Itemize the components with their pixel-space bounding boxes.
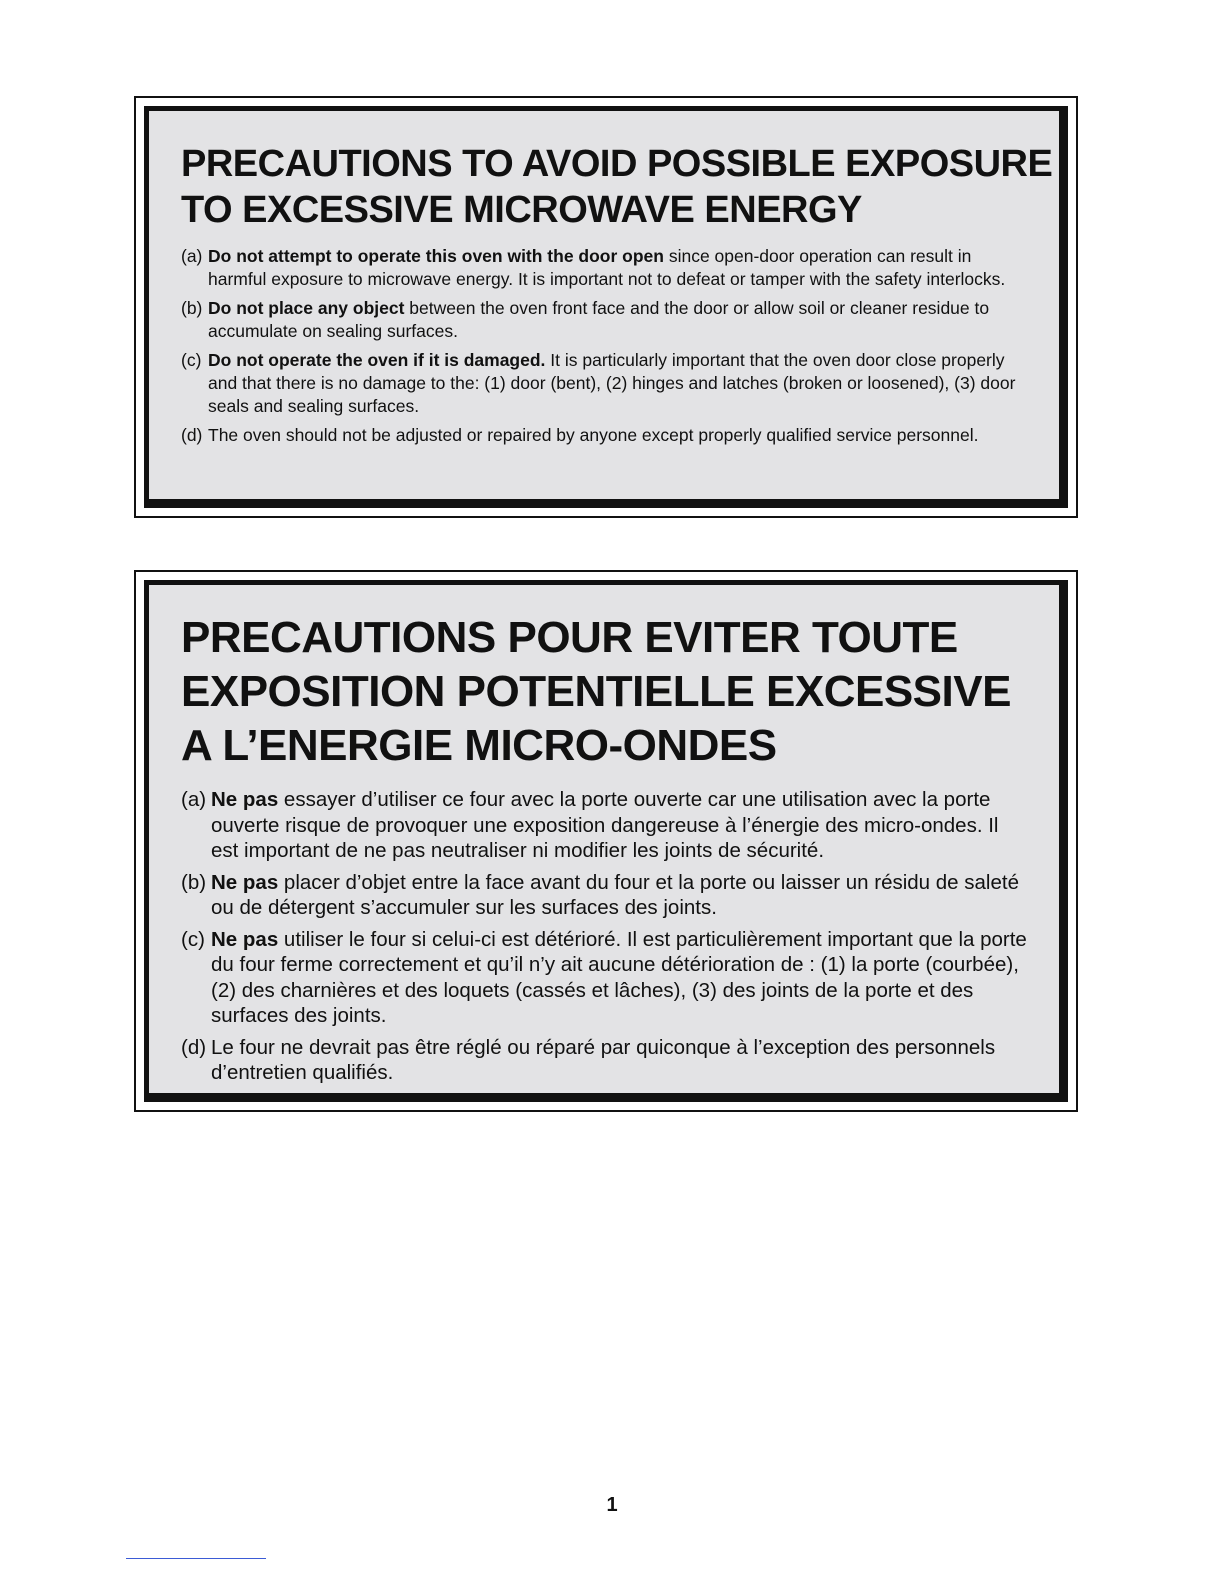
item-marker: (a) bbox=[181, 788, 207, 811]
item-emphasis: Ne pas bbox=[211, 870, 279, 894]
french-title-line-1: PRECAUTIONS POUR EVITER TOUTE bbox=[181, 613, 958, 662]
list-item bbox=[181, 297, 1031, 343]
item-emphasis: Do not operate the oven if it is damaged. bbox=[208, 350, 546, 370]
english-precautions-box bbox=[134, 96, 1078, 518]
list-item bbox=[181, 1035, 1031, 1086]
list-item bbox=[181, 787, 1031, 864]
item-marker: (b) bbox=[181, 298, 203, 318]
english-title-line-2: TO EXCESSIVE MICROWAVE ENERGY bbox=[181, 189, 862, 231]
page-number: 1 bbox=[606, 1494, 618, 1516]
item-text: since open-door operation can result in harmful exposure to microwave energy. It is important not to defeat or tamper with the safety interlocks. bbox=[208, 246, 1006, 289]
item-text: placer d’objet entre la face avant du four et la porte ou laisser un résidu de saleté ou de détergent s’accumuler sur les surfaces des joints. bbox=[211, 870, 1019, 919]
item-text: Le four ne devrait pas être réglé ou réparé par quiconque à l’exception des personnels d’entretien qualifiés. bbox=[211, 1035, 996, 1084]
item-text: between the oven front face and the door or allow soil or cleaner residue to accumulate on sealing surfaces. bbox=[208, 298, 990, 341]
item-marker: (d) bbox=[181, 425, 203, 445]
item-marker: (c) bbox=[181, 927, 205, 951]
item-marker: (c) bbox=[181, 350, 202, 370]
list-item bbox=[181, 870, 1031, 921]
list-item bbox=[181, 349, 1031, 418]
item-text: utiliser le four si celui-ci est détérioré. Il est particulièrement important que la porte du four ferme correctement et qu’il n’y ait aucune détérioration de : (1) la porte (courbée), (2) des charnières et des loquets (cassés et lâches), (3) des joints de la porte et des surfaces des joints. bbox=[211, 927, 1027, 1027]
list-item bbox=[181, 927, 1031, 1029]
french-precautions-list bbox=[181, 787, 1031, 1086]
english-title-line-1: PRECAUTIONS TO AVOID POSSIBLE EXPOSURE bbox=[181, 143, 1053, 185]
french-precautions-box bbox=[134, 570, 1078, 1112]
item-emphasis: Ne pas bbox=[211, 927, 279, 951]
item-text: The oven should not be adjusted or repaired by anyone except properly qualified service personnel. bbox=[208, 425, 979, 445]
item-marker: (a) bbox=[181, 246, 203, 266]
english-precautions-title bbox=[181, 141, 1053, 233]
english-precautions-panel bbox=[144, 106, 1068, 508]
item-text: It is particularly important that the oven door close properly and that there is no damage to the: (1) door (bent), (2) hinges and latches (broken or loosened), (3) door seals and sealing surfaces. bbox=[208, 350, 1016, 416]
item-emphasis: Do not place any object bbox=[208, 298, 405, 318]
french-precautions-panel bbox=[144, 580, 1068, 1102]
list-item bbox=[181, 424, 1031, 447]
item-marker: (b) bbox=[181, 870, 207, 894]
french-title-line-3: A L’ENERGIE MICRO-ONDES bbox=[181, 721, 777, 770]
english-precautions-list bbox=[181, 245, 1031, 447]
item-emphasis: Do not attempt to operate this oven with the door open bbox=[208, 246, 664, 266]
item-text: essayer d’utiliser ce four avec la porte ouverte car une utilisation avec la porte ouverte risque de provoquer une exposition dangereuse à l’énergie des micro-ondes. Il est important de ne pas neutraliser ni modifier les joints de sécurité. bbox=[211, 788, 999, 862]
footer-rule bbox=[126, 1558, 266, 1559]
item-marker: (d) bbox=[181, 1035, 207, 1059]
list-item bbox=[181, 245, 1031, 291]
item-emphasis: Ne pas bbox=[211, 788, 279, 811]
french-precautions-title bbox=[181, 611, 1031, 773]
french-title-line-2: EXPOSITION POTENTIELLE EXCESSIVE bbox=[181, 667, 1011, 716]
